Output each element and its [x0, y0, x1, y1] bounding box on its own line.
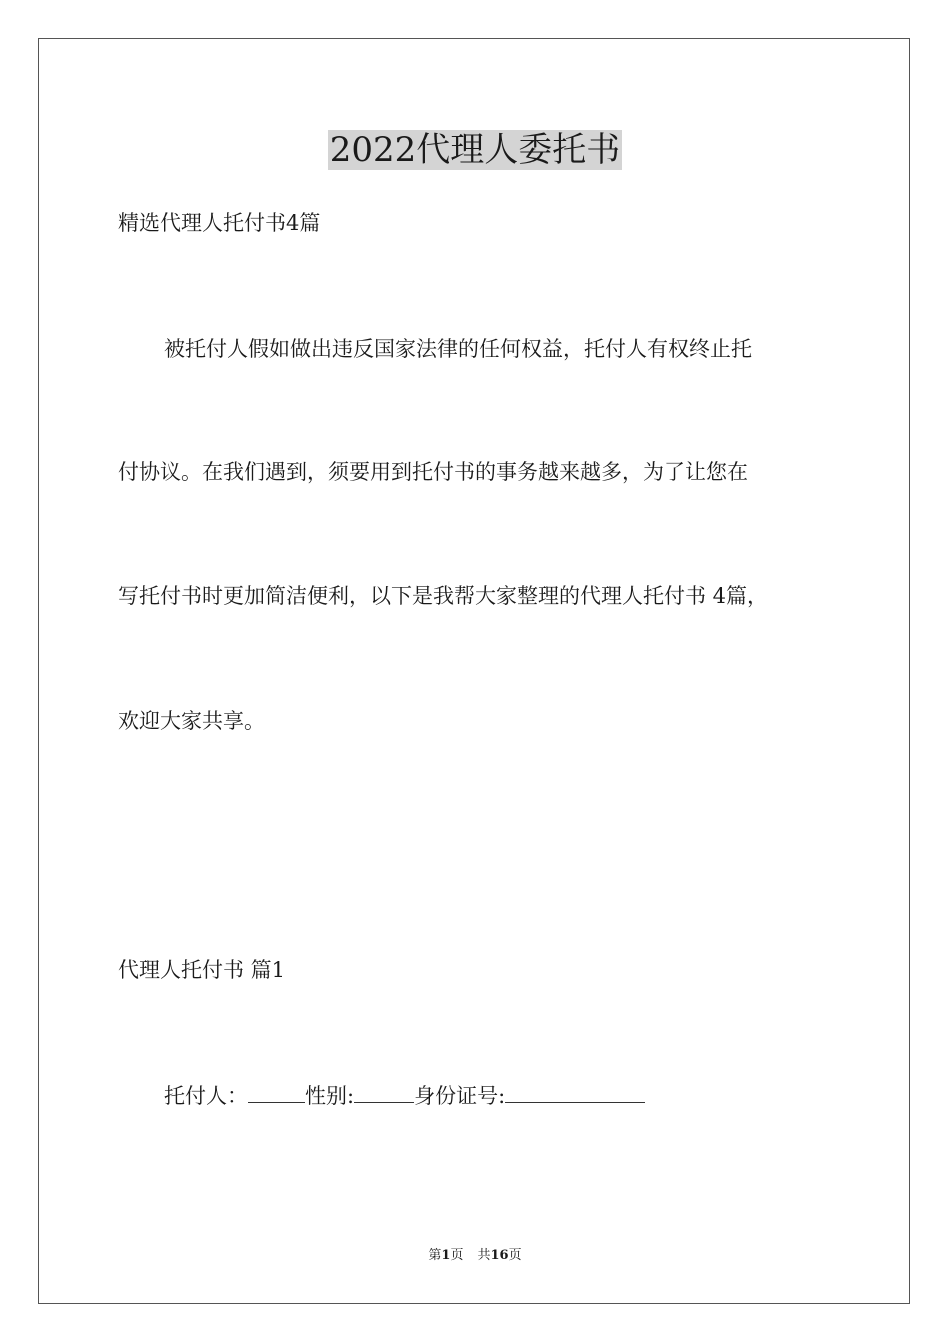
intro-line-3: 写托付书时更加简洁便利，以下是我帮大家整理的代理人托付书 4篇， — [118, 584, 769, 608]
footer-page-prefix: 第 — [428, 1248, 442, 1263]
id-label: 身份证号: — [414, 1084, 506, 1108]
gender-label: 性别: — [305, 1084, 355, 1108]
section-heading: 代理人托付书 篇1 — [118, 958, 286, 982]
intro-line-4: 欢迎大家共享。 — [118, 709, 265, 733]
footer-page-current: 1 — [441, 1248, 451, 1263]
document-subtitle: 精选代理人托付书4篇 — [118, 211, 321, 235]
document-title — [0, 125, 950, 175]
intro-line-2: 付协议。在我们遇到，须要用到托付书的事务越来越多，为了让您在 — [118, 460, 748, 484]
footer-total-suffix: 页 — [508, 1248, 522, 1263]
document-title-text: 2022代理人委托书 — [329, 130, 621, 170]
footer-total-prefix: 共 — [477, 1248, 491, 1263]
footer-page-suffix: 页 — [450, 1248, 464, 1263]
page-footer — [0, 1246, 950, 1266]
principal-label: 托付人： — [164, 1084, 248, 1108]
form-line — [164, 1081, 645, 1111]
intro-line-1: 被托付人假如做出违反国家法律的任何权益，托付人有权终止托 — [164, 337, 752, 361]
gender-blank[interactable] — [354, 1082, 414, 1103]
id-number-blank[interactable] — [505, 1082, 645, 1103]
principal-blank[interactable] — [248, 1082, 305, 1103]
footer-page-total: 16 — [490, 1248, 509, 1263]
